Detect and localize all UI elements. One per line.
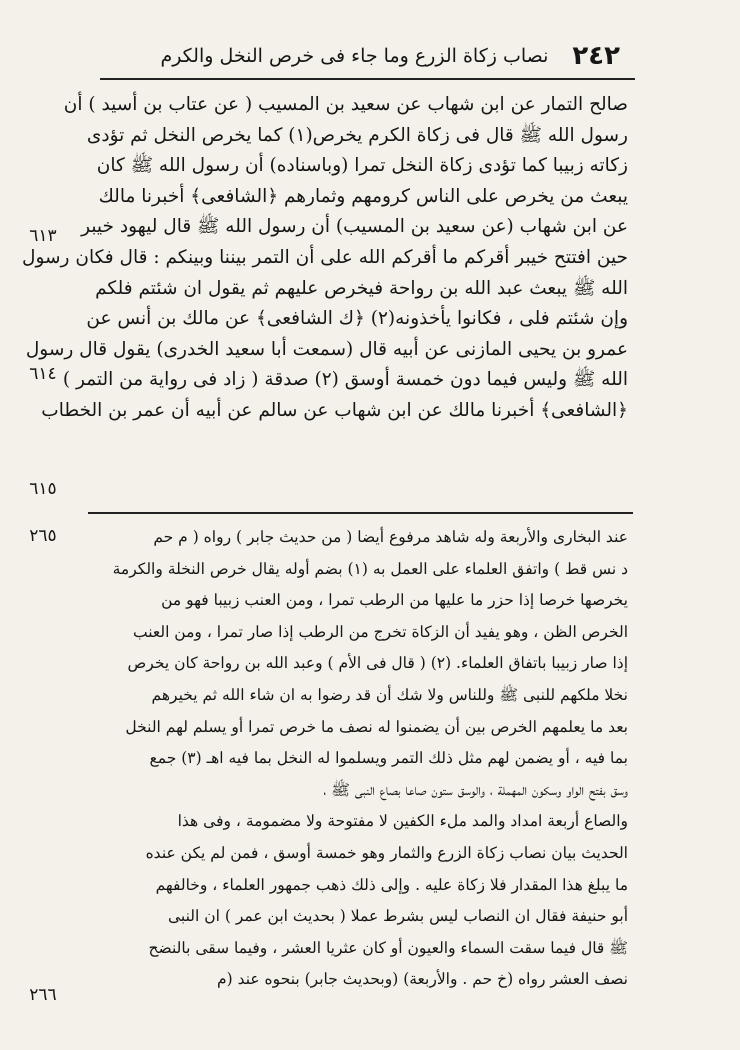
footnote-line: الخرص الظن ، وهو يفيد أن الزكاة تخرج من الرطب إذا صار تمرا ، ومن العنب	[132, 622, 628, 641]
footnote-line: نصف العشر رواه (خ حم . والأربعة) (وبحديث جابر) بنحوه عند (م	[217, 970, 628, 989]
note-number-266: ٢٦٦	[29, 985, 57, 1005]
running-title: نصاب زكاة الزرع وما جاء فى خرص النخل والكرم	[160, 45, 549, 67]
main-text-line: عن ابن شهاب (عن سعيد بن المسيب) أن رسول الله ﷺ قال ليهود خيبر	[81, 216, 628, 238]
hadith-number-615: ٦١٥	[29, 479, 57, 499]
main-text-line: زكاته زبيبا كما تؤدى زكاة النخل تمرا (وباسناده) أن رسول الله ﷺ كان	[96, 155, 628, 177]
main-text-line: يبعث من يخرص على الناس كرومهم وثمارهم ﴿الشافعى﴾ أخبرنا مالك	[98, 185, 628, 207]
page-number: ٢٤٢	[572, 41, 620, 71]
main-text-line: الله ﷺ يبعث عبد الله بن رواحة فيخرص عليهم ثم يقول ان شئتم فلكم	[95, 277, 628, 299]
main-text-line: ﴿الشافعى﴾ أخبرنا مالك عن ابن شهاب عن سالم عن أبيه أن عمر بن الخطاب	[41, 399, 628, 421]
footnote-line: وسق بفتح الواو وسكون المهملة ، والوسق ستون صاعا بصاع النبى ﷺ ،	[323, 780, 628, 799]
hadith-number-613: ٦١٣	[29, 226, 57, 246]
footnote-line: بما فيه ، أو يضمن لهم مثل ذلك التمر ويسلموا له النخل بما فيه اهـ (٣) جمع	[149, 749, 628, 768]
footnote-line: يخرصها خرصا إذا حزر ما عليها من الرطب تمرا ، ومن العنب زبيبا فهو من	[161, 591, 628, 610]
header-divider	[100, 78, 635, 80]
footnote-line: نخلا ملكهم للنبى ﷺ وللناس ولا شك أن قد رضوا به ان شاء الله ثم يخيرهم	[151, 685, 628, 704]
footnote-line: أبو حنيفة فقال ان النصاب ليس بشرط عملا ( بحديث ابن عمر ) ان النبى	[168, 907, 628, 926]
footnote-line: عند البخارى والأربعة وله شاهد مرفوع أيضا ( من حديث جابر ) رواه ( م حم	[153, 528, 628, 546]
footnotes-block	[88, 522, 628, 996]
hadith-number-614: ٦١٤	[29, 364, 57, 384]
footnote-line: الحديث بيان نصاب زكاة الزرع والثمار وهو خمسة أوسق ، فمن لم يكن عنده	[145, 843, 628, 862]
main-text-line: الله ﷺ وليس فيما دون خمسة أوسق (٢) صدقة ( زاد فى رواية من التمر )	[62, 369, 628, 391]
main-text-line: صالح التمار عن ابن شهاب عن سعيد بن المسيب ( عن عتاب بن أسيد ) أن	[63, 94, 628, 115]
footnote-line: ما يبلغ هذا المقدار فلا زكاة عليه . وإلى ذلك ذهب جمهور العلماء ، وخالفهم	[155, 875, 628, 894]
footnote-line: إذا صار زبيبا باتفاق العلماء. (٢) ( قال فى الأم ) وعبد الله بن رواحة كان يخرص	[127, 654, 628, 673]
main-text-line: رسول الله ﷺ قال فى زكاة الكرم يخرص(١) كما يخرص النخل ثم تؤدى	[86, 124, 628, 146]
running-head	[100, 38, 620, 74]
footnote-line: والصاع أربعة امداد والمد ملء الكفين لا مفتوحة ولا مضمومة ، وفى هذا	[177, 812, 628, 831]
footnote-line: بعد ما يعلمهم الخرص بين أن يضمنوا له نصف ما خرص تمرا أو يسلم لهم النخل	[125, 717, 628, 736]
footnote-line: د نس قط ) واتفق العلماء على العمل به (١) بضم أوله يقال خرص النخلة والكرمة	[112, 559, 628, 578]
main-text-line: عمرو بن يحيى المازنى عن أبيه قال (سمعت أبا سعيد الخدرى) يقول قال رسول	[25, 338, 628, 360]
footnote-line: ﷺ قال فيما سقت السماء والعيون أو كان عثريا العشر ، وفيما سقى بالنضح	[148, 938, 628, 957]
note-number-265: ٢٦٥	[29, 526, 57, 546]
footnotes-divider	[88, 512, 633, 514]
main-text-line: وإن شئتم فلى ، فكانوا يأخذونه(٢) ﴿ك الشافعى﴾ عن مالك بن أنس عن	[86, 308, 628, 330]
main-text-line: حين افتتح خيبر أقركم ما أقركم الله على أن التمر بيننا وبينكم : قال فكان رسول	[22, 246, 628, 268]
